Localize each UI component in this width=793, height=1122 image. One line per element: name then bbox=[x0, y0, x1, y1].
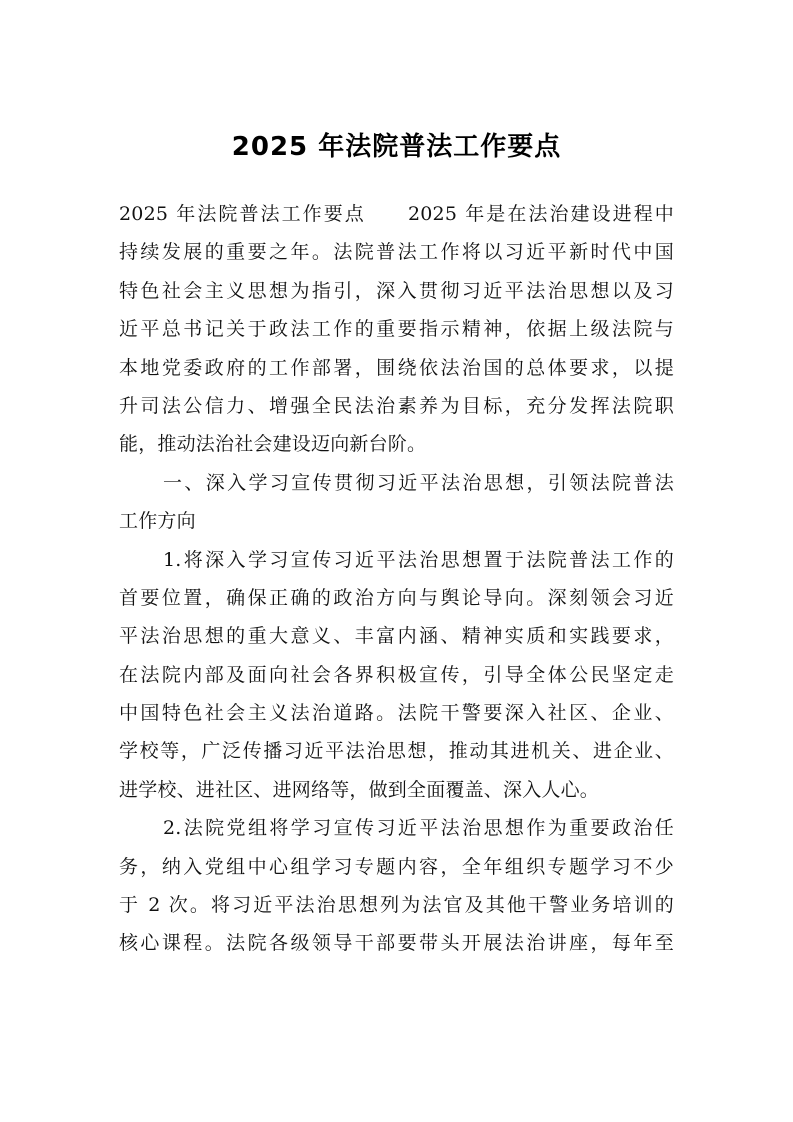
body-text-line: 2.法院党组将学习宣传习近平法治思想作为重要政治任 bbox=[163, 817, 674, 840]
document-title: 2025 年法院普法工作要点 bbox=[231, 132, 562, 162]
body-text-line: 特色社会主义思想为指引，深入贯彻习近平法治思想以及习 bbox=[119, 279, 674, 302]
body-text-line: 升司法公信力、增强全民法治素养为目标，充分发挥法院职 bbox=[119, 394, 674, 417]
document-body bbox=[119, 195, 674, 963]
body-text-line: 中国特色社会主义法治道路。法院干警要深入社区、企业、 bbox=[119, 702, 674, 725]
body-text-line: 进学校、进社区、进网络等，做到全面覆盖、深入人心。 bbox=[119, 778, 600, 801]
body-text-line: 学校等，广泛传播习近平法治思想，推动其进机关、进企业、 bbox=[119, 740, 674, 763]
body-text-line: 1.将深入学习宣传习近平法治思想置于法院普法工作的 bbox=[163, 548, 674, 571]
body-text-line: 务，纳入党组中心组学习专题内容，全年组织专题学习不少 bbox=[119, 855, 674, 878]
body-text-line: 工作方向 bbox=[119, 510, 196, 533]
body-text-line: 首要位置，确保正确的政治方向与舆论导向。深刻领会习近 bbox=[119, 586, 674, 609]
body-text-line: 本地党委政府的工作部署，围绕依法治国的总体要求，以提 bbox=[119, 356, 674, 379]
body-text-line: 平法治思想的重大意义、丰富内涵、精神实质和实践要求， bbox=[119, 625, 674, 648]
body-text-line: 在法院内部及面向社会各界积极宣传，引导全体公民坚定走 bbox=[119, 663, 674, 686]
body-text-line: 近平总书记关于政法工作的重要指示精神，依据上级法院与 bbox=[119, 318, 674, 341]
body-text-line: 一、深入学习宣传贯彻习近平法治思想，引领法院普法 bbox=[163, 471, 674, 494]
body-text-line: 能，推动法治社会建设迈向新台阶。 bbox=[119, 433, 427, 456]
body-text-line: 2025 年法院普法工作要点 2025 年是在法治建设进程中 bbox=[119, 203, 674, 225]
body-text-line: 核心课程。法院各级领导干部要带头开展法治讲座，每年至 bbox=[119, 932, 674, 955]
body-text-line: 持续发展的重要之年。法院普法工作将以习近平新时代中国 bbox=[119, 241, 674, 264]
body-text-line: 于 2 次。将习近平法治思想列为法官及其他干警业务培训的 bbox=[119, 894, 674, 917]
